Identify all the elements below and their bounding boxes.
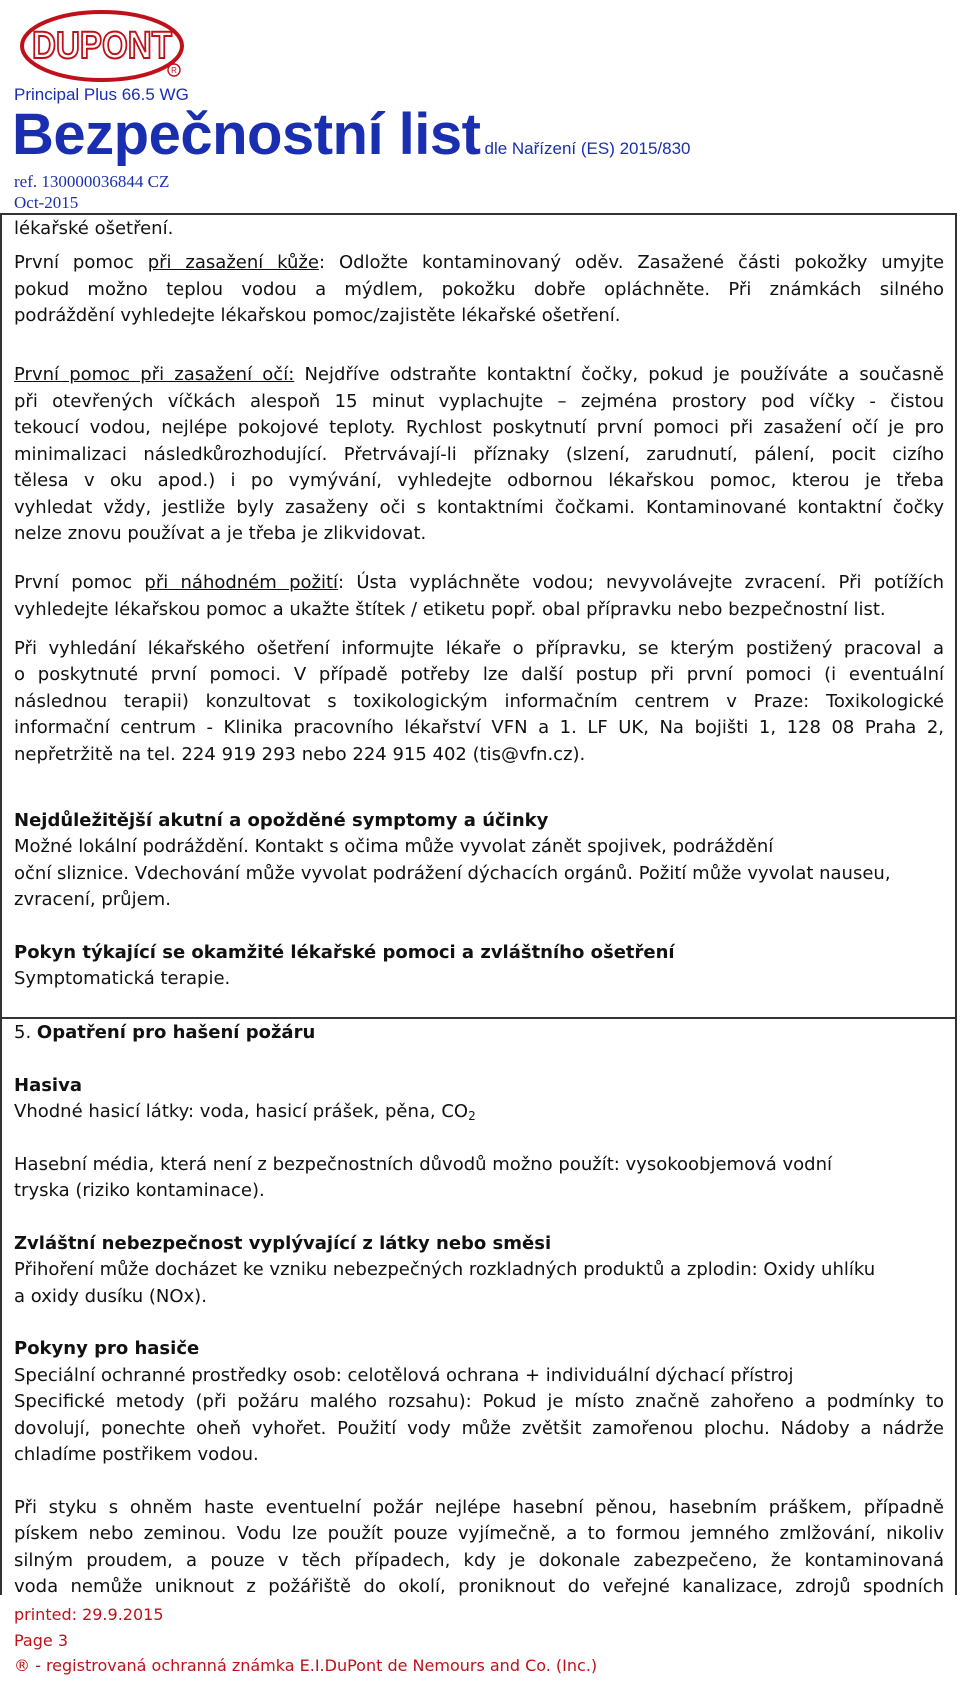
- logo-registered-mark: R: [171, 66, 177, 75]
- body-line: Hasební média, která není z bezpečnostních důvodů možno použít: vysokoobjemová vodní: [14, 1154, 832, 1175]
- media-heading-text: Hasiva: [14, 1075, 82, 1096]
- medical-heading-text: Pokyn týkající se okamžité lékařské pomoci a zvláštního ošetření: [14, 942, 675, 963]
- skin-first-aid-line: [14, 250, 944, 277]
- eye-first-aid-line: [14, 362, 944, 389]
- suitable-media-text: Vhodné hasicí látky: voda, hasicí prášek, pěna, CO: [14, 1101, 469, 1122]
- body-line: Při vyhledání lékařského ošetření informujte lékaře o přípravku, se kterým postižený pracoval a: [14, 638, 944, 659]
- body-line: lékařské ošetření.: [14, 218, 174, 239]
- product-name: Principal Plus 66.5 WG: [14, 85, 189, 104]
- ingestion-lead: První pomoc: [14, 572, 145, 593]
- body-line: chladíme postřikem vodou.: [14, 1444, 259, 1465]
- section-number: 5.: [14, 1022, 37, 1043]
- section-title: Opatření pro hašení požáru: [36, 1022, 316, 1043]
- special-hazards-heading: [14, 1231, 944, 1258]
- body-line: informační centrum - Klinika pracovního lékařství VFN a 1. LF UK, Na bojišti 1, 128 08 Praha 2,: [14, 717, 944, 738]
- extinguishing-media-heading: [14, 1073, 944, 1100]
- printed-date: printed: 29.9.2015: [14, 1605, 164, 1624]
- suitable-media-line: [14, 1099, 944, 1126]
- body-line: pískem nebo zeminou. Vodu lze použít pouze vyjímečně, a to formou jemného zmlžování, nikoliv: [14, 1523, 944, 1544]
- firefighters-heading: [14, 1336, 944, 1363]
- body-line: při otevřených víčkách alespoň 15 minut vyplachujte – zejména prostory pod víčky - čistou: [14, 391, 944, 412]
- body-line: Možné lokální podráždění. Kontakt s očima může vyvolat zánět spojivek, podráždění: [14, 836, 774, 857]
- body-line: nelze znovu používat a je třeba je zlikvidovat.: [14, 523, 427, 544]
- body-line: nepřetržitě na tel. 224 919 293 nebo 224 915 402 (tis@vfn.cz).: [14, 744, 586, 765]
- section-5-heading: [14, 1020, 944, 1047]
- eye-heading: První pomoc při zasažení očí:: [14, 364, 295, 385]
- eye-text: Nejdříve odstraňte kontaktní čočky, pokud je používáte a současně: [294, 364, 944, 385]
- skin-heading: při zasažení kůže: [147, 252, 319, 273]
- ingestion-text: : Ústa vypláchněte vodou; nevyvolávejte zvracení. Při potížích: [338, 572, 944, 593]
- trademark-notice: ® - registrovaná ochranná známka E.I.DuPont de Nemours and Co. (Inc.): [14, 1656, 598, 1675]
- logo-wordmark: DUPONT: [32, 25, 172, 67]
- co2-subscript: 2: [468, 1109, 476, 1123]
- body-line: Symptomatická terapie.: [14, 968, 231, 989]
- body-line: a oxidy dusíku (NOx).: [14, 1286, 207, 1307]
- body-line: pokud možno teplou vodou a mýdlem, pokožku dobře opláchněte. Při známkách silného: [14, 279, 944, 300]
- ingestion-heading: při náhodném požití: [144, 572, 339, 593]
- body-line: podráždění vyhledejte lékařskou pomoc/zajistěte lékařské ošetření.: [14, 305, 621, 326]
- body-line: Při styku s ohněm haste eventuelní požár nejlépe hasební pěnou, hasebním práškem, případně: [14, 1497, 944, 1518]
- dupont-logo: [18, 8, 192, 84]
- skin-text: : Odložte kontaminovaný oděv. Zasažené části pokožky umyjte: [318, 252, 945, 273]
- body-line: tryska (riziko kontaminace).: [14, 1180, 265, 1201]
- body-line: silným proudem, a pouze v těch případech, kdy je dokonale zabezpečeno, že kontaminovaná: [14, 1550, 944, 1571]
- regulation-reference: dle Nařízení (ES) 2015/830: [484, 139, 691, 158]
- symptoms-heading-text: Nejdůležitější akutní a opožděné symptomy a účinky: [14, 810, 549, 831]
- ingestion-first-aid-line: [14, 570, 944, 597]
- body-line: Speciální ochranné prostředky osob: celotělová ochrana + individuální dýchací přístroj: [14, 1365, 794, 1386]
- body-line: Specifické metody (při požáru malého rozsahu): Pokud je místo značně zahořeno a podmínky to: [14, 1391, 944, 1412]
- body-line: oční sliznice. Vdechování může vyvolat podrážení dýchacích orgánů. Požití může vyvolat nauseu,: [14, 863, 891, 884]
- symptoms-heading: [14, 808, 944, 835]
- document-reference: ref. 130000036844 CZ: [14, 172, 170, 191]
- firefighters-heading-text: Pokyny pro hasiče: [14, 1338, 200, 1359]
- body-line: zvracení, průjem.: [14, 889, 171, 910]
- body-line: Přihoření může docházet ke vzniku nebezpečných rozkladných produktů a zplodin: Oxidy uhlíku: [14, 1259, 876, 1280]
- medical-attention-heading: [14, 940, 944, 967]
- body-line: vyhledat vždy, jestliže byly zasaženy oči s kontaktními čočkami. Kontaminované kontaktní čočky: [14, 497, 944, 518]
- body-line: tělesa v oku apod.) i po vymývání, vyhledejte odbornou lékařskou pomoc, kterou je třeba: [14, 470, 944, 491]
- body-line: voda nemůže uniknout z požářiště do okolí, proniknout do veřejné kanalizace, zdrojů spodních: [14, 1576, 944, 1597]
- document-title: [12, 102, 691, 167]
- document-date: Oct-2015: [14, 193, 79, 212]
- skin-lead: První pomoc: [14, 252, 148, 273]
- body-line: dovolují, ponechte oheň vyhořet. Použití vody může zvětšit zamořenou plochu. Nádoby a nádrže: [14, 1418, 944, 1439]
- body-line: tekoucí vodou, nejlépe pokojové teploty. Rychlost poskytnutí první pomoci při zasažení očí je pro: [14, 417, 944, 438]
- title-text: Bezpečnostní list: [12, 102, 481, 167]
- body-line: následnou terapii) konzultovat s toxikologickým informačním centrem v Praze: Toxikologické: [14, 691, 944, 712]
- body-line: o poskytnuté první pomoci. V případě potřeby lze další postup při první pomoci (i eventuální: [14, 664, 944, 685]
- hazard-heading-text: Zvláštní nebezpečnost vyplývající z látky nebo směsi: [14, 1233, 552, 1254]
- page-number: Page 3: [14, 1631, 68, 1650]
- body-line: minimalizaci následkůrozhodující. Přetrvávají-li příznaky (slzení, zarudnutí, pálení, pocit cizího: [14, 444, 944, 465]
- body-line: vyhledejte lékařskou pomoc a ukažte štítek / etiketu popř. obal přípravku nebo bezpečnostní list.: [14, 599, 886, 620]
